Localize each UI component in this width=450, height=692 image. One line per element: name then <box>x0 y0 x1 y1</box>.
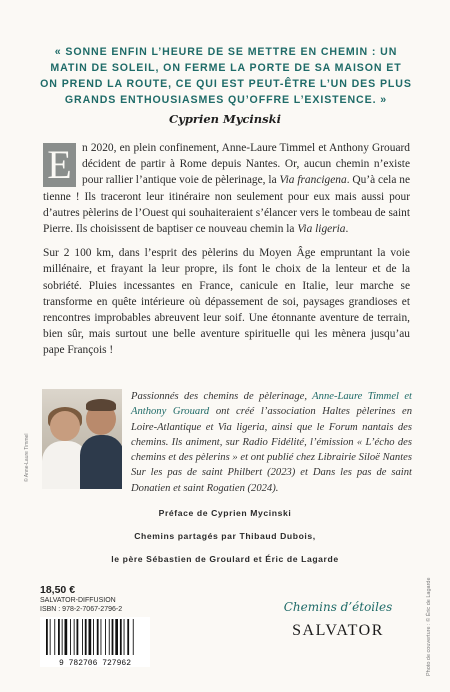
barcode-bar <box>133 619 134 655</box>
svg-text:9 782706 727962: 9 782706 727962 <box>58 659 132 667</box>
barcode-bar <box>93 619 94 655</box>
barcode-bar <box>115 619 118 655</box>
drop-cap: E <box>43 143 76 187</box>
contributors-credits <box>0 502 450 571</box>
authors-names: Anne-Laure Timmel et Anthony Grouard <box>131 391 412 418</box>
isbn-barcode <box>40 617 150 667</box>
barcode-bar <box>89 619 92 655</box>
barcode-bar <box>82 619 83 655</box>
preface-credit: Préface de Cyprien Mycinski <box>158 508 292 518</box>
barcode-bar <box>62 619 63 655</box>
cover-photo-credit: Photo de couverture : © Éric de Lagarde <box>426 577 432 676</box>
summary-text <box>43 140 410 367</box>
quote-author: Cyprien Mycinski <box>169 112 281 126</box>
summary-paragraph-2: Sur 2 100 km, dans l’esprit des pèlerins du Moyen Âge empruntant la voie millénaire, et frayant la leur propre, ils font le choix de la lenteur et de la sobriété. Pluies incessantes en France, canicule en Italie, leur marche se transforme en quête intérieure où dépassement de soi, paysages grandioses et rencontres improbables abreuvent leur soif. Une étonnante aventure de terrain, bien sûr, mais surtout une belle aventure spirituelle qui les mènera jusqu’au pape François ! <box>43 247 410 357</box>
epigraph-quote: « SONNE ENFIN L’HEURE DE SE METTRE EN CHEMIN : UN MATIN DE SOLEIL, ON FERME LA PORTE DE SA MAISON ET ON PREND LA ROUTE, CE QUI EST PEUT-ÊTRE L’UN DES PLUS GRANDS ENTHOUSIASMES QU’OFFRE L’EXISTENCE. » <box>40 46 412 106</box>
photo-credit: © Anne-Laure Timmel <box>24 433 30 482</box>
barcode-bar <box>58 619 60 655</box>
barcode-bar <box>120 619 122 655</box>
isbn: ISBN : 978-2-7067-2796-2 <box>40 606 123 613</box>
barcode-bar <box>124 619 125 655</box>
barcode-bar <box>85 619 87 655</box>
barcode-bar <box>65 619 68 655</box>
barcode-bar <box>109 619 110 655</box>
collection-name: Chemins d’étoiles <box>283 600 393 614</box>
authors-photo <box>42 389 122 489</box>
barcode-bar <box>50 619 51 655</box>
price: 18,50 € <box>40 584 76 596</box>
barcode-bar <box>70 619 71 655</box>
shared-paths-credit: Chemins partagés par Thibaud Dubois, <box>134 531 316 541</box>
barcode-bar <box>105 619 106 655</box>
distributor: SALVATOR-DIFFUSION <box>40 597 116 604</box>
barcode-bar <box>54 619 55 655</box>
barcode-bar <box>127 619 129 655</box>
summary-paragraph-1: E n 2020, en plein confinement, Anne-Laure Timmel et Anthony Grouard décident de partir à Rome depuis Nantes. Or, aucun chemin n’existe pour rallier l’antique voie de pèlerinage, la Via francigena. Qu’à cela ne tienne ! Ils traceront leur itinéraire non seulement pour eux mais aussi pour d’autres pèlerins de l’Ouest qui souhaiteraient s’élancer vers le tombeau de saint Pierre. Ils choisissent de baptiser ce nouveau chemin la Via ligeria. <box>43 142 411 236</box>
barcode-bar <box>97 619 99 655</box>
shared-paths-credit-2: le père Sébastien de Groulard et Éric de Lagarde <box>111 554 339 564</box>
barcode-bar <box>101 619 102 655</box>
publisher-logo: SALVATOR <box>292 622 384 639</box>
barcode-bar <box>74 619 75 655</box>
barcode-bar <box>46 619 48 655</box>
authors-bio: Passionnés des chemins de pèlerinage, Anne-Laure Timmel et Anthony Grouard ont créé l’association Haltes pèlerines en Loire-Atlantique et Via ligeria, ainsi que le Forum nantais des chemins. Ils animent, sur Radio Fidélité, l’émission « L’écho des chemins et des pèlerins » et ont publié chez Librairie Siloë Nantes Sur les pas de saint Philbert (2023) et Dans les pas de saint Donatien et saint Rogatien (2024). <box>131 391 412 494</box>
barcode-bar <box>77 619 79 655</box>
barcode-bar <box>112 619 114 655</box>
